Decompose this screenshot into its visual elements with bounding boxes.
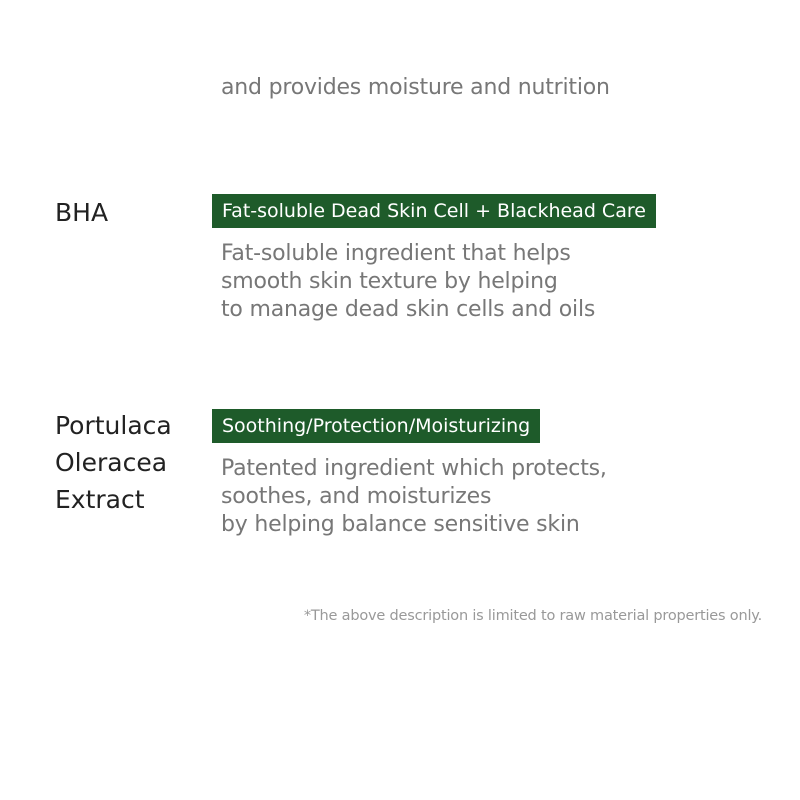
ingredient-tag: Fat-soluble Dead Skin Cell + Blackhead Care	[212, 194, 656, 228]
intro-description-tail: and provides moisture and nutrition	[221, 75, 610, 100]
ingredient-description: Patented ingredient which protects, soothes, and moisturizes by helping balance sensitive skin	[221, 456, 607, 537]
footnote: *The above description is limited to raw material properties only.	[303, 608, 762, 624]
ingredient-tag: Soothing/Protection/Moisturizing	[212, 409, 540, 443]
ingredient-name: BHA	[55, 198, 109, 227]
ingredient-name: Portulaca Oleracea Extract	[55, 411, 172, 514]
ingredient-description: Fat-soluble ingredient that helps smooth skin texture by helping to manage dead skin cells and oils	[221, 241, 596, 322]
